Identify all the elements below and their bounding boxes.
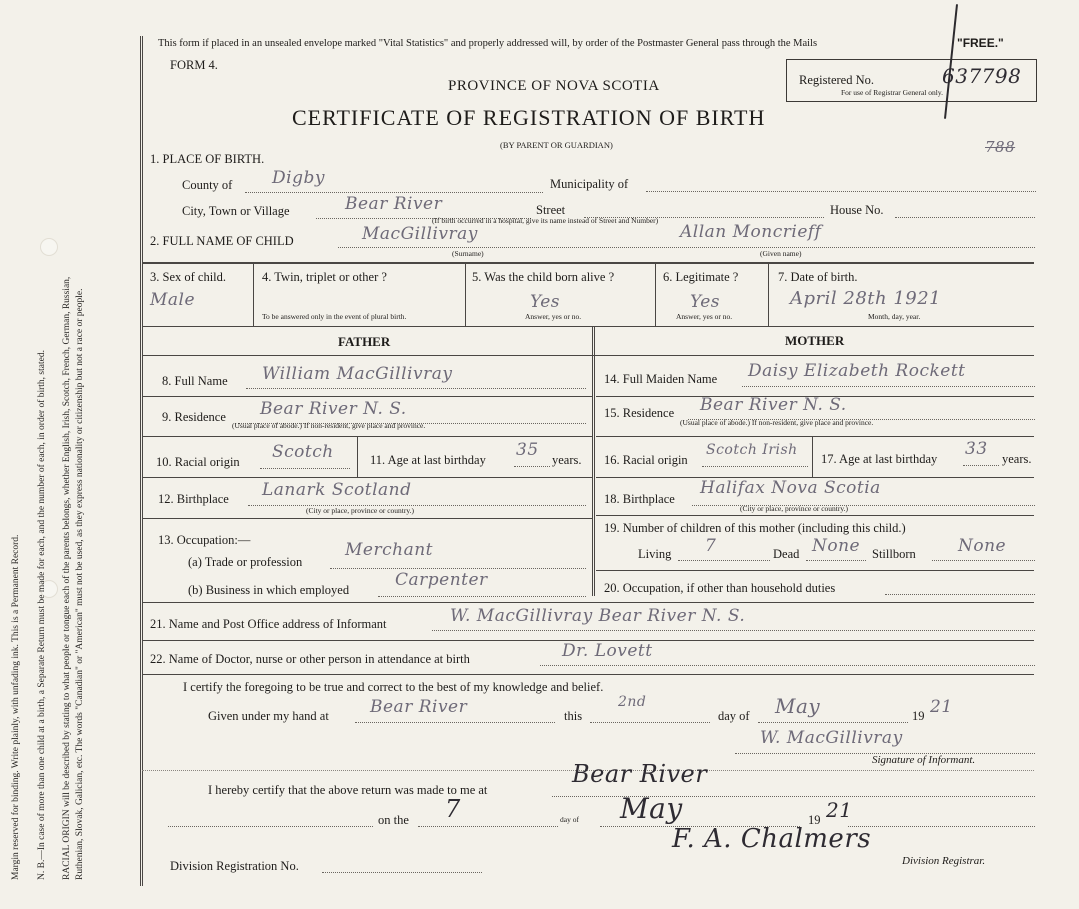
registrar-year-value: 21: [826, 798, 853, 822]
registrar-caption: Division Registrar.: [902, 855, 986, 867]
dead-value: None: [812, 536, 861, 556]
doctor-value: Dr. Lovett: [562, 641, 653, 661]
born-alive-label: 5. Was the child born alive ?: [472, 270, 615, 284]
father-name-label: 8. Full Name: [162, 374, 228, 388]
registrar-on-the: on the: [378, 813, 409, 827]
legitimate-note: Answer, yes or no.: [676, 312, 733, 321]
margin-note-racial-1: RACIAL ORIGIN will be described by stating to what people or tongue each of the parents belongs, whether English, Irish, Scotch, French, German, Russian,: [62, 276, 72, 880]
children-count-label: 19. Number of children of this mother (including this child.): [604, 521, 906, 535]
registrar-statement: I hereby certify that the above return was made to me at: [208, 783, 488, 797]
registrar-month-value: May: [620, 792, 683, 825]
given-caption: (Given name): [760, 249, 802, 258]
informant-signature: W. MacGillivray: [760, 728, 903, 748]
postal-notice: This form if placed in an unsealed envelope marked "Vital Statistics" and properly addressed will, by order of the Postmaster General pass through the Mails: [158, 38, 818, 49]
child-given-name: Allan Moncrieff: [680, 222, 822, 242]
living-label: Living: [638, 547, 672, 561]
mother-racial-label: 16. Racial origin: [604, 453, 688, 467]
county-label: County of: [182, 178, 233, 192]
division-registration-label: Division Registration No.: [170, 859, 299, 873]
trade-label: (a) Trade or profession: [188, 555, 303, 569]
father-age-value: 35: [516, 440, 539, 460]
mother-residence-value: Bear River N. S.: [700, 395, 847, 415]
mother-years: years.: [1002, 452, 1032, 466]
legitimate-label: 6. Legitimate ?: [663, 270, 739, 284]
this-label: this: [564, 709, 583, 723]
father-heading: FATHER: [338, 334, 391, 349]
given-day-value: 2nd: [618, 694, 647, 710]
mother-birthplace-note: (City or place, province or country.): [740, 504, 849, 513]
registered-box: [786, 59, 1037, 102]
given-year-prefix: 19: [912, 709, 925, 723]
county-value: Digby: [272, 168, 325, 188]
mother-racial-value: Scotch Irish: [706, 442, 798, 458]
father-age-label: 11. Age at last birthday: [370, 453, 486, 467]
mother-age-value: 33: [965, 439, 988, 459]
registered-number: 637798: [942, 64, 1022, 88]
twin-label: 4. Twin, triplet or other ?: [262, 270, 387, 284]
given-place-value: Bear River: [370, 697, 468, 717]
province-title: PROVINCE OF NOVA SCOTIA: [448, 78, 660, 94]
father-racial-value: Scotch: [272, 442, 334, 462]
mother-name-value: Daisy Elizabeth Rockett: [748, 361, 966, 381]
registrar-signature: F. A. Chalmers: [672, 824, 872, 854]
stillborn-label: Stillborn: [872, 547, 916, 561]
house-label: House No.: [830, 203, 884, 217]
mother-name-label: 14. Full Maiden Name: [604, 372, 718, 386]
dead-label: Dead: [773, 547, 800, 561]
surname-caption: (Surname): [452, 249, 484, 258]
registered-label: Registered No.: [799, 73, 874, 87]
informant-value: W. MacGillivray Bear River N. S.: [450, 606, 746, 626]
free-label: "FREE.": [957, 36, 1004, 50]
certificate-title: CERTIFICATE OF REGISTRATION OF BIRTH: [292, 105, 766, 130]
margin-note-nb: N. B.—In case of more than one child at a birth, a Separate Return must be made for each, and the number of each, in order of birth, stated.: [36, 350, 47, 880]
given-month-value: May: [775, 694, 821, 718]
father-occupation-label: 13. Occupation:—: [158, 533, 251, 547]
street-label: Street: [536, 203, 566, 217]
form-number: FORM 4.: [170, 58, 218, 72]
registrar-place-value: Bear River: [572, 760, 708, 788]
form-left-border: [140, 36, 143, 886]
date-of-birth-note: Month, day, year.: [868, 312, 921, 321]
date-of-birth-label: 7. Date of birth.: [778, 270, 858, 284]
business-value: Carpenter: [395, 570, 488, 590]
father-racial-label: 10. Racial origin: [156, 455, 240, 469]
mother-heading: MOTHER: [785, 333, 845, 348]
day-of-label: day of: [718, 709, 750, 723]
business-label: (b) Business in which employed: [188, 583, 350, 597]
father-residence-label: 9. Residence: [162, 410, 226, 424]
margin-notes: [10, 20, 86, 880]
father-birthplace-label: 12. Birthplace: [158, 492, 229, 506]
born-alive-note: Answer, yes or no.: [525, 312, 582, 321]
signature-caption: Signature of Informant.: [872, 754, 976, 766]
father-residence-value: Bear River N. S.: [260, 399, 407, 419]
father-name-value: William MacGillivray: [262, 364, 453, 384]
child-name-label: 2. FULL NAME OF CHILD: [150, 234, 294, 248]
city-label: City, Town or Village: [182, 204, 290, 218]
corner-mark: 788: [985, 138, 1016, 156]
stillborn-value: None: [958, 536, 1007, 556]
registrar-day-of: day of: [560, 815, 579, 824]
place-of-birth-heading: 1. PLACE OF BIRTH.: [150, 152, 265, 166]
sex-label: 3. Sex of child.: [150, 270, 227, 284]
father-birthplace-note: (City or place, province or country.): [306, 506, 415, 515]
given-under-label: Given under my hand at: [208, 709, 329, 723]
trade-value: Merchant: [345, 540, 433, 560]
mother-birthplace-label: 18. Birthplace: [604, 492, 675, 506]
certificate-subtitle: (BY PARENT OR GUARDIAN): [500, 140, 613, 150]
twin-note: To be answered only in the event of plural birth.: [262, 312, 407, 321]
margin-note-racial-2: Ruthenian, Slovak, Galician, etc. The words "Canadian" or "American" must not be used, as they express nationality or citizenship but not a race or people.: [74, 288, 85, 880]
mother-birthplace-value: Halifax Nova Scotia: [700, 478, 881, 498]
father-birthplace-value: Lanark Scotland: [262, 480, 412, 500]
mother-age-label: 17. Age at last birthday: [821, 452, 938, 466]
date-of-birth-value: April 28th 1921: [790, 288, 942, 309]
doctor-label: 22. Name of Doctor, nurse or other person in attendance at birth: [150, 652, 470, 666]
child-surname: MacGillivray: [362, 224, 478, 244]
registrar-year-prefix: 19: [808, 813, 821, 827]
informant-label: 21. Name and Post Office address of Informant: [150, 617, 387, 631]
registrar-note: For use of Registrar General only.: [841, 88, 943, 97]
born-alive-value: Yes: [530, 292, 561, 312]
registrar-day-value: 7: [445, 795, 461, 823]
margin-note-binding: Margin reserved for binding. Write plainly, with unfading ink. This is a Permanent Record.: [11, 534, 21, 880]
sex-value: Male: [150, 290, 196, 310]
father-residence-note: (Usual place of abode.) If non-resident, give place and province.: [232, 421, 426, 430]
informant-certification: I certify the foregoing to be true and correct to the best of my knowledge and belief.: [183, 680, 604, 694]
father-years: years.: [552, 453, 582, 467]
mother-occupation-label: 20. Occupation, if other than household duties: [604, 581, 836, 595]
living-value: 7: [705, 536, 717, 556]
hospital-note: (If birth occurred in a hospital, give its name instead of Street and Number): [432, 216, 659, 225]
mother-residence-note: (Usual place of abode.) If non-resident, give place and province.: [680, 418, 874, 427]
city-value: Bear River: [345, 194, 443, 214]
mother-residence-label: 15. Residence: [604, 406, 675, 420]
given-year-value: 21: [930, 697, 953, 717]
municipality-label: Municipality of: [550, 177, 629, 191]
legitimate-value: Yes: [690, 292, 721, 312]
